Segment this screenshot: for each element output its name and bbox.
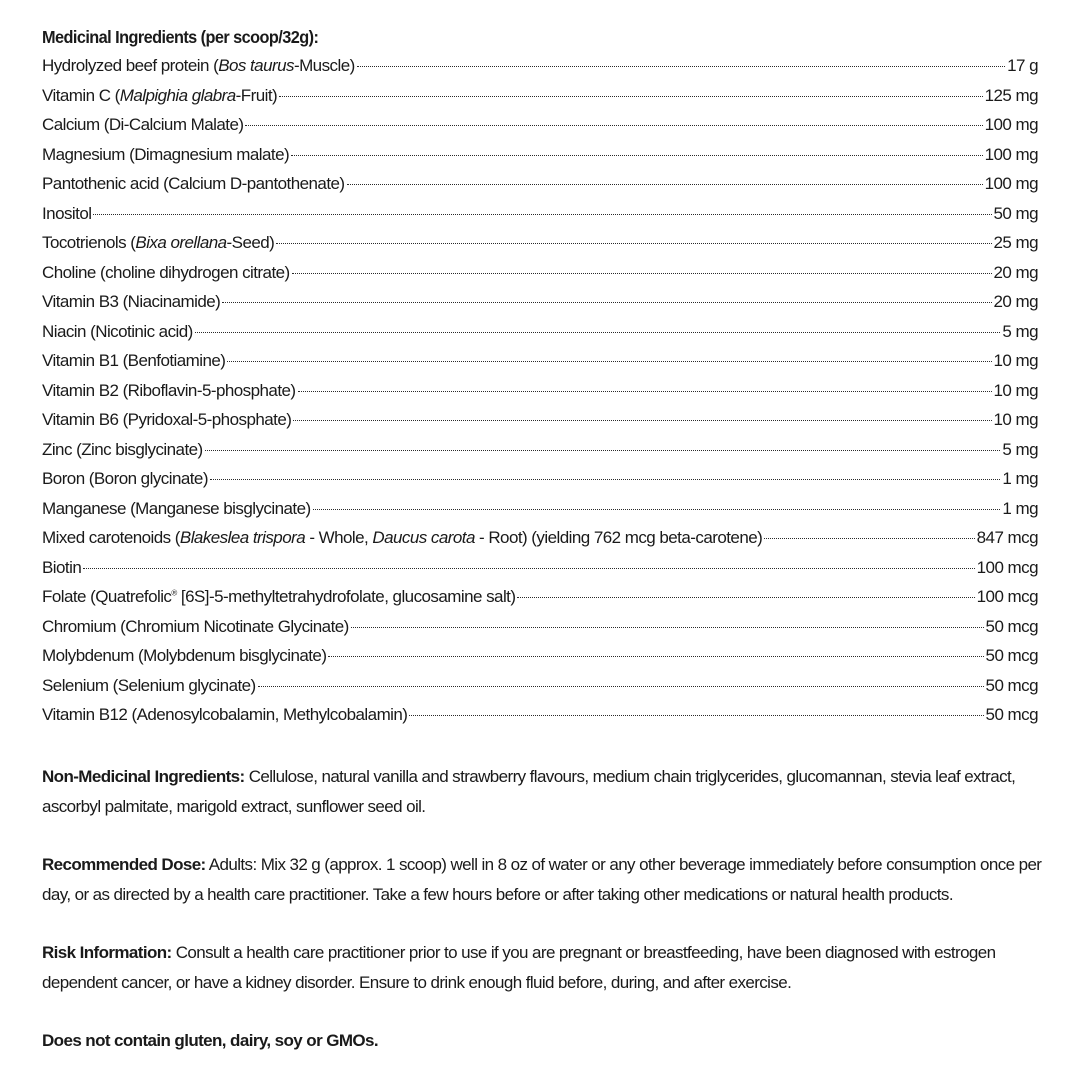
ingredient-row: [42, 292, 1038, 322]
ingredient-row: [42, 86, 1038, 116]
ingredient-name: [42, 499, 311, 519]
ingredient-name: [42, 705, 407, 725]
ingredient-row: [42, 705, 1038, 735]
ingredient-name: [42, 558, 81, 578]
dot-leader: [291, 155, 983, 156]
recommended-dose: [42, 850, 1042, 910]
ingredient-list: [42, 56, 1038, 735]
non-medicinal-label: Non-Medicinal Ingredients:: [42, 767, 245, 786]
ingredient-name-name: Pantothenic acid (Calcium D-pantothenate): [42, 174, 345, 193]
dot-leader: [764, 538, 974, 539]
ingredient-row: [42, 204, 1038, 234]
dot-leader: [245, 125, 982, 126]
dot-leader: [517, 597, 974, 598]
ingredient-amount: 50 mcg: [985, 616, 1038, 636]
recommended-dose-text: Adults: Mix 32 g (approx. 1 scoop) well in 8 oz of water or any other beverage immediately before consumption once per day, or as directed by a health care practitioner. Take a few hours before or after taking other medications or natural health products.: [42, 855, 1042, 904]
dot-leader: [83, 568, 974, 569]
ingredient-name-post: -Fruit): [235, 85, 278, 105]
ingredient-row: [42, 646, 1038, 676]
ingredient-row: [42, 351, 1038, 381]
ingredient-name-latin2: Daucus carota: [372, 528, 475, 547]
dot-leader: [227, 361, 991, 362]
ingredient-name: [42, 617, 349, 637]
ingredient-name-post: [6S]-5-methyltetrahydrofolate, glucosamine salt): [176, 587, 516, 606]
ingredient-amount: 50 mcg: [985, 705, 1038, 724]
dot-leader: [357, 66, 1005, 67]
ingredient-amount: 100 mcg: [976, 557, 1038, 577]
ingredient-name-name: Vitamin B12 (Adenosylcobalamin, Methylcobalamin): [42, 705, 408, 724]
dot-leader: [313, 509, 1001, 510]
ingredient-amount: 5 mg: [1002, 439, 1038, 459]
ingredient-amount: 20 mg: [993, 262, 1038, 282]
ingredient-name-post: -Muscle): [293, 56, 355, 75]
dot-leader: [222, 302, 991, 303]
ingredient-name-latin: Blakeslea trispora: [179, 528, 306, 547]
dot-leader: [292, 273, 992, 274]
ingredient-name-name: Vitamin B1 (Benfotiamine): [42, 351, 226, 370]
ingredient-amount: 10 mg: [993, 410, 1038, 429]
ingredient-row: [42, 469, 1038, 499]
ingredient-name-name: Vitamin B6 (Pyridoxal-5-phosphate): [42, 410, 292, 429]
ingredient-name-latin: Malpighia glabra: [119, 85, 236, 105]
ingredient-name: [42, 410, 291, 430]
ingredient-name-name: Manganese (Manganese bisglycinate): [42, 498, 311, 518]
dot-leader: [210, 479, 1000, 480]
ingredient-name-name: Magnesium (Dimagnesium malate): [42, 144, 290, 164]
ingredient-amount: 100 mg: [984, 144, 1038, 164]
ingredient-name-name: Chromium (Chromium Nicotinate Glycinate): [42, 616, 349, 636]
dot-leader: [195, 332, 1001, 333]
recommended-dose-label: Recommended Dose:: [42, 855, 206, 874]
non-medicinal-ingredients: [42, 762, 1042, 822]
ingredient-name-name: Vitamin B3 (Niacinamide): [42, 292, 221, 311]
ingredient-name: [42, 322, 193, 342]
ingredient-row: [42, 263, 1038, 293]
ingredient-name: [42, 233, 274, 253]
dot-leader: [328, 656, 983, 657]
ingredient-name-name: Folate (Quatrefolic: [42, 587, 172, 606]
ingredient-name-post2: - Root) (yielding 762 mcg beta-carotene): [474, 528, 763, 547]
ingredient-amount: 5 mg: [1002, 321, 1038, 341]
risk-information-text: Consult a health care practitioner prior to use if you are pregnant or breastfeeding, have been diagnosed with estrogen dependent cancer, or have a kidney disorder. Ensure to drink enough fluid before, during, and after exercise.: [42, 943, 996, 992]
dot-leader: [351, 627, 984, 628]
ingredient-amount: 50 mcg: [985, 675, 1038, 695]
ingredient-row: [42, 499, 1038, 529]
ingredient-name-post: -Seed): [226, 233, 275, 252]
ingredient-row: [42, 558, 1038, 588]
ingredient-name: [42, 115, 243, 135]
ingredient-name: [42, 145, 289, 165]
ingredient-row: [42, 676, 1038, 706]
risk-information-label: Risk Information:: [42, 943, 172, 962]
ingredient-name-name: Tocotrienols (: [42, 233, 136, 252]
ingredient-name: [42, 381, 296, 401]
ingredient-row: [42, 233, 1038, 263]
ingredient-amount: 100 mcg: [976, 587, 1038, 606]
ingredient-amount: 10 mg: [993, 351, 1038, 370]
ingredient-amount: 10 mg: [993, 380, 1038, 400]
ingredient-row: [42, 381, 1038, 411]
ingredient-name-name: Choline (choline dihydrogen citrate): [42, 262, 290, 282]
dot-leader: [93, 214, 991, 215]
ingredient-amount: 847 mcg: [976, 528, 1038, 547]
ingredient-name: [42, 56, 355, 76]
ingredient-amount: 20 mg: [993, 292, 1038, 311]
ingredient-name: [42, 351, 225, 371]
ingredient-name-sup: ®: [171, 588, 177, 598]
ingredient-row: [42, 440, 1038, 470]
dot-leader: [258, 686, 984, 687]
ingredient-row: [42, 174, 1038, 204]
ingredient-name: [42, 469, 208, 489]
non-medicinal-text: Cellulose, natural vanilla and strawberry flavours, medium chain triglycerides, glucomannan, stevia leaf extract, ascorbyl palmitate, marigold extract, sunflower seed oil.: [42, 767, 1016, 816]
ingredient-amount: 1 mg: [1002, 469, 1038, 488]
ingredient-name-name: Selenium (Selenium glycinate): [42, 675, 256, 695]
ingredient-name: [42, 528, 762, 548]
ingredient-row: [42, 587, 1038, 617]
ingredient-name-name: Biotin: [42, 557, 82, 577]
ingredient-amount: 100 mg: [984, 115, 1038, 134]
ingredient-name-name: Calcium (Di-Calcium Malate): [42, 115, 244, 134]
ingredient-name-name: Niacin (Nicotinic acid): [42, 321, 193, 341]
ingredient-row: [42, 410, 1038, 440]
ingredient-name-name: Mixed carotenoids (: [42, 528, 180, 547]
dot-leader: [293, 420, 991, 421]
ingredient-amount: 50 mg: [993, 203, 1038, 223]
ingredient-name-name: Boron (Boron glycinate): [42, 469, 208, 488]
ingredient-row: [42, 56, 1038, 86]
ingredient-amount: 1 mg: [1002, 498, 1038, 518]
dot-leader: [279, 96, 982, 97]
ingredient-name-name: Vitamin B2 (Riboflavin-5-phosphate): [42, 380, 296, 400]
dot-leader: [347, 184, 983, 185]
risk-information: [42, 938, 1042, 998]
allergen-note: Does not contain gluten, dairy, soy or GMOs.: [42, 1031, 378, 1050]
ingredient-name-name: Vitamin C (: [42, 85, 120, 105]
ingredient-name: [42, 440, 203, 460]
ingredient-name-name: Zinc (Zinc bisglycinate): [42, 439, 203, 459]
ingredient-name-name: Hydrolyzed beef protein (: [42, 56, 219, 75]
ingredient-name: [42, 646, 326, 666]
ingredient-name: [42, 204, 91, 224]
dot-leader: [205, 450, 1001, 451]
ingredient-name: [42, 676, 256, 696]
ingredient-amount: 17 g: [1007, 56, 1038, 75]
ingredient-row: [42, 617, 1038, 647]
ingredient-amount: 50 mcg: [985, 646, 1038, 665]
ingredient-amount: 125 mg: [984, 85, 1038, 105]
dot-leader: [298, 391, 992, 392]
ingredient-name: [42, 587, 515, 607]
ingredient-row: [42, 145, 1038, 175]
ingredient-name: [42, 174, 345, 194]
ingredient-name-latin: Bos taurus: [218, 56, 294, 75]
ingredient-row: [42, 322, 1038, 352]
ingredient-amount: 100 mg: [984, 174, 1038, 193]
ingredient-name-name: Molybdenum (Molybdenum bisglycinate): [42, 646, 327, 665]
ingredient-row: [42, 528, 1038, 558]
ingredient-name: [42, 292, 220, 312]
ingredient-row: [42, 115, 1038, 145]
ingredient-name: [42, 263, 290, 283]
dot-leader: [409, 715, 983, 716]
ingredient-name-post: - Whole,: [305, 528, 373, 547]
ingredient-amount: 25 mg: [993, 233, 1038, 252]
ingredient-name-latin: Bixa orellana: [135, 233, 227, 252]
medicinal-ingredients-heading: Medicinal Ingredients (per scoop/32g):: [42, 27, 319, 47]
ingredient-name: [42, 86, 277, 106]
dot-leader: [276, 243, 991, 244]
ingredient-name-name: Inositol: [42, 203, 92, 223]
